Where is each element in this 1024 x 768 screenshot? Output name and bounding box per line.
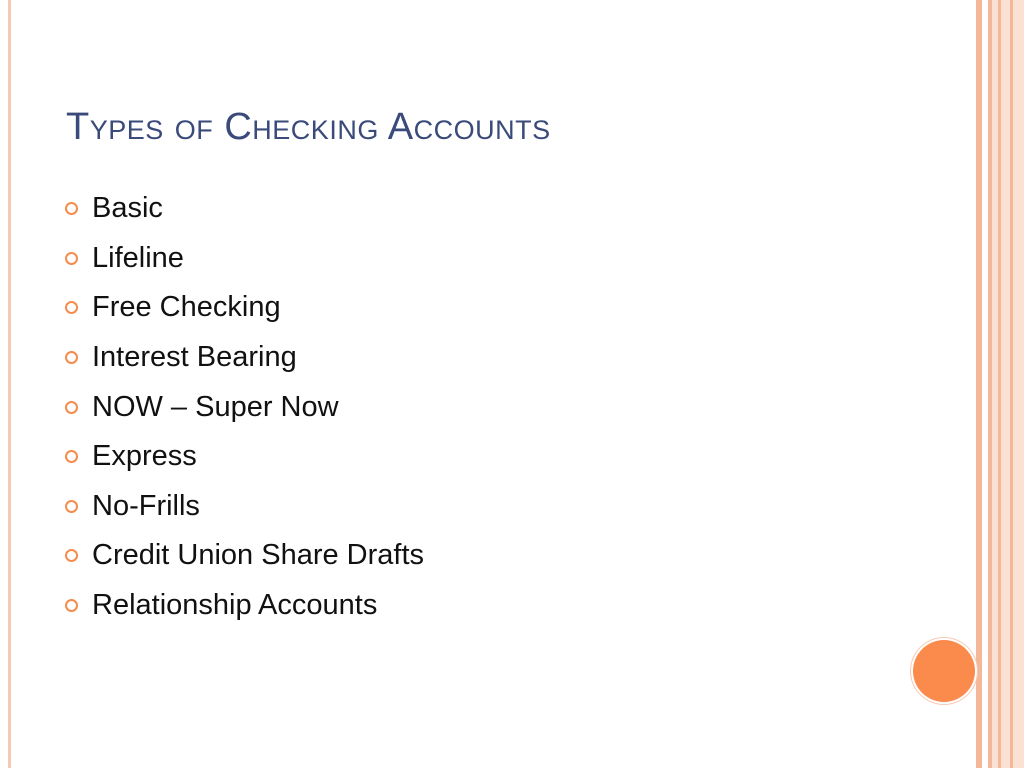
bullet-text: Relationship Accounts	[92, 589, 378, 622]
bullet-text: Free Checking	[92, 291, 281, 324]
bullet-text: Interest Bearing	[92, 341, 297, 374]
bullet-item	[64, 382, 424, 432]
bullet-text: NOW – Super Now	[92, 390, 339, 423]
bullet-circle-icon	[65, 401, 78, 414]
left-accent-stripe	[8, 0, 11, 768]
orange-circle-decoration-icon	[913, 640, 975, 702]
bullet-circle-icon	[65, 252, 78, 265]
bullet-item	[64, 184, 424, 234]
bullet-circle-icon	[65, 549, 78, 562]
bullet-circle-icon	[65, 301, 78, 314]
bullet-circle-icon	[65, 450, 78, 463]
bullet-text: No-Frills	[92, 489, 200, 522]
bullet-item	[64, 333, 424, 383]
bullet-circle-icon	[65, 202, 78, 215]
bullet-text: Basic	[92, 192, 163, 225]
bullet-circle-icon	[65, 500, 78, 513]
bullet-item	[64, 432, 424, 482]
bullet-circle-icon	[65, 351, 78, 364]
bullet-item	[64, 283, 424, 333]
bullet-text: Lifeline	[92, 241, 184, 274]
slide-title: Types of Checking Accounts	[66, 106, 551, 148]
bullet-item	[64, 482, 424, 532]
right-decorative-band	[1001, 0, 1010, 768]
bullet-circle-icon	[65, 599, 78, 612]
bullet-list	[64, 184, 424, 630]
bullet-item	[64, 531, 424, 581]
bullet-text: Credit Union Share Drafts	[92, 539, 425, 572]
bullet-item	[64, 581, 424, 631]
bullet-item	[64, 234, 424, 284]
bullet-text: Express	[92, 440, 197, 473]
right-decorative-band	[1013, 0, 1024, 768]
